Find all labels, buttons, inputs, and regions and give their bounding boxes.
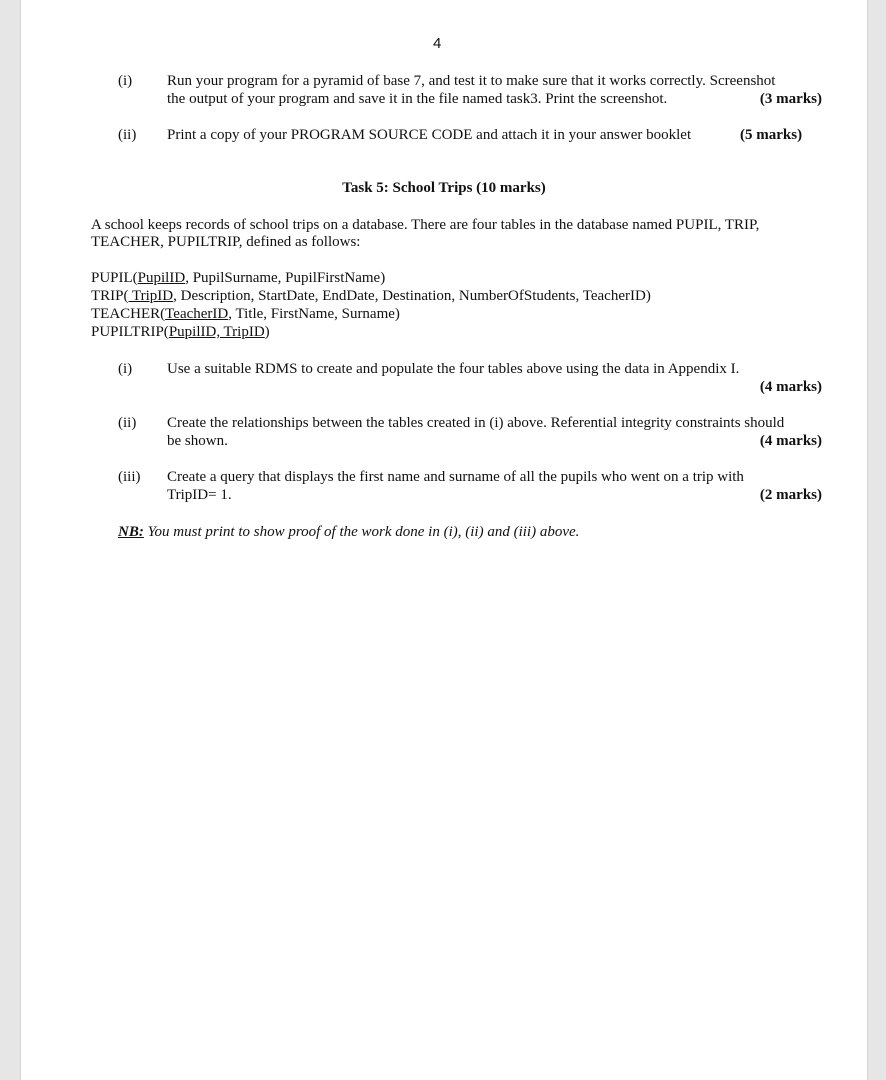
marks-label: (4 marks) [759, 379, 822, 395]
primary-key: PupilID [137, 270, 186, 286]
note-text: You must print to show proof of the work done in (i), (ii) and (iii) above. [143, 524, 580, 540]
note [118, 524, 579, 541]
intro-line: A school keeps records of school trips on a database. There are four tables in the database named PUPIL, TRIP, [91, 217, 760, 233]
marks-label: (4 marks) [759, 433, 822, 449]
document-page [20, 0, 868, 1080]
item-text-line: Print a copy of your PROGRAM SOURCE CODE and attach it in your answer booklet [167, 127, 692, 143]
schema-pupiltrip: PUPILTRIP(PupilID, TripID) [91, 324, 270, 340]
page-number: 4 [433, 35, 442, 52]
item-text-line: Create the relationships between the tables created in (i) above. Referential integrity constraints should [167, 415, 785, 431]
primary-key: PupilID, TripID [168, 324, 265, 340]
item-number: (ii) [118, 415, 137, 431]
note-label: NB: [118, 524, 144, 540]
item-number: (i) [118, 361, 133, 377]
item-number: (i) [118, 73, 133, 89]
item-text-line: the output of your program and save it in the file named task3. Print the screenshot. [167, 91, 668, 107]
item-text-line: be shown. [167, 433, 228, 449]
item-text-line: Run your program for a pyramid of base 7, and test it to make sure that it works correctly. Screenshot [167, 73, 776, 89]
task-title: Task 5: School Trips (10 marks) [342, 180, 546, 196]
item-number: (iii) [118, 469, 141, 485]
schema-trip: TRIP( TripID, Description, StartDate, EndDate, Destination, NumberOfStudents, TeacherID) [91, 288, 651, 304]
primary-key: TripID [128, 288, 174, 304]
marks-label: (5 marks) [740, 127, 803, 143]
schema-pupil: PUPIL(PupilID, PupilSurname, PupilFirstName) [91, 270, 386, 286]
intro-line: TEACHER, PUPILTRIP, defined as follows: [91, 234, 361, 250]
item-text-line: Create a query that displays the first name and surname of all the pupils who went on a trip with [167, 469, 744, 485]
item-text-line: TripID= 1. [167, 487, 232, 503]
marks-label: (3 marks) [759, 91, 822, 107]
primary-key: TeacherID [165, 306, 229, 322]
schema-teacher: TEACHER(TeacherID, Title, FirstName, Surname) [91, 306, 400, 322]
item-number: (ii) [118, 127, 137, 143]
item-text-line: Use a suitable RDMS to create and populate the four tables above using the data in Appendix I. [167, 361, 740, 377]
marks-label: (2 marks) [759, 487, 822, 503]
